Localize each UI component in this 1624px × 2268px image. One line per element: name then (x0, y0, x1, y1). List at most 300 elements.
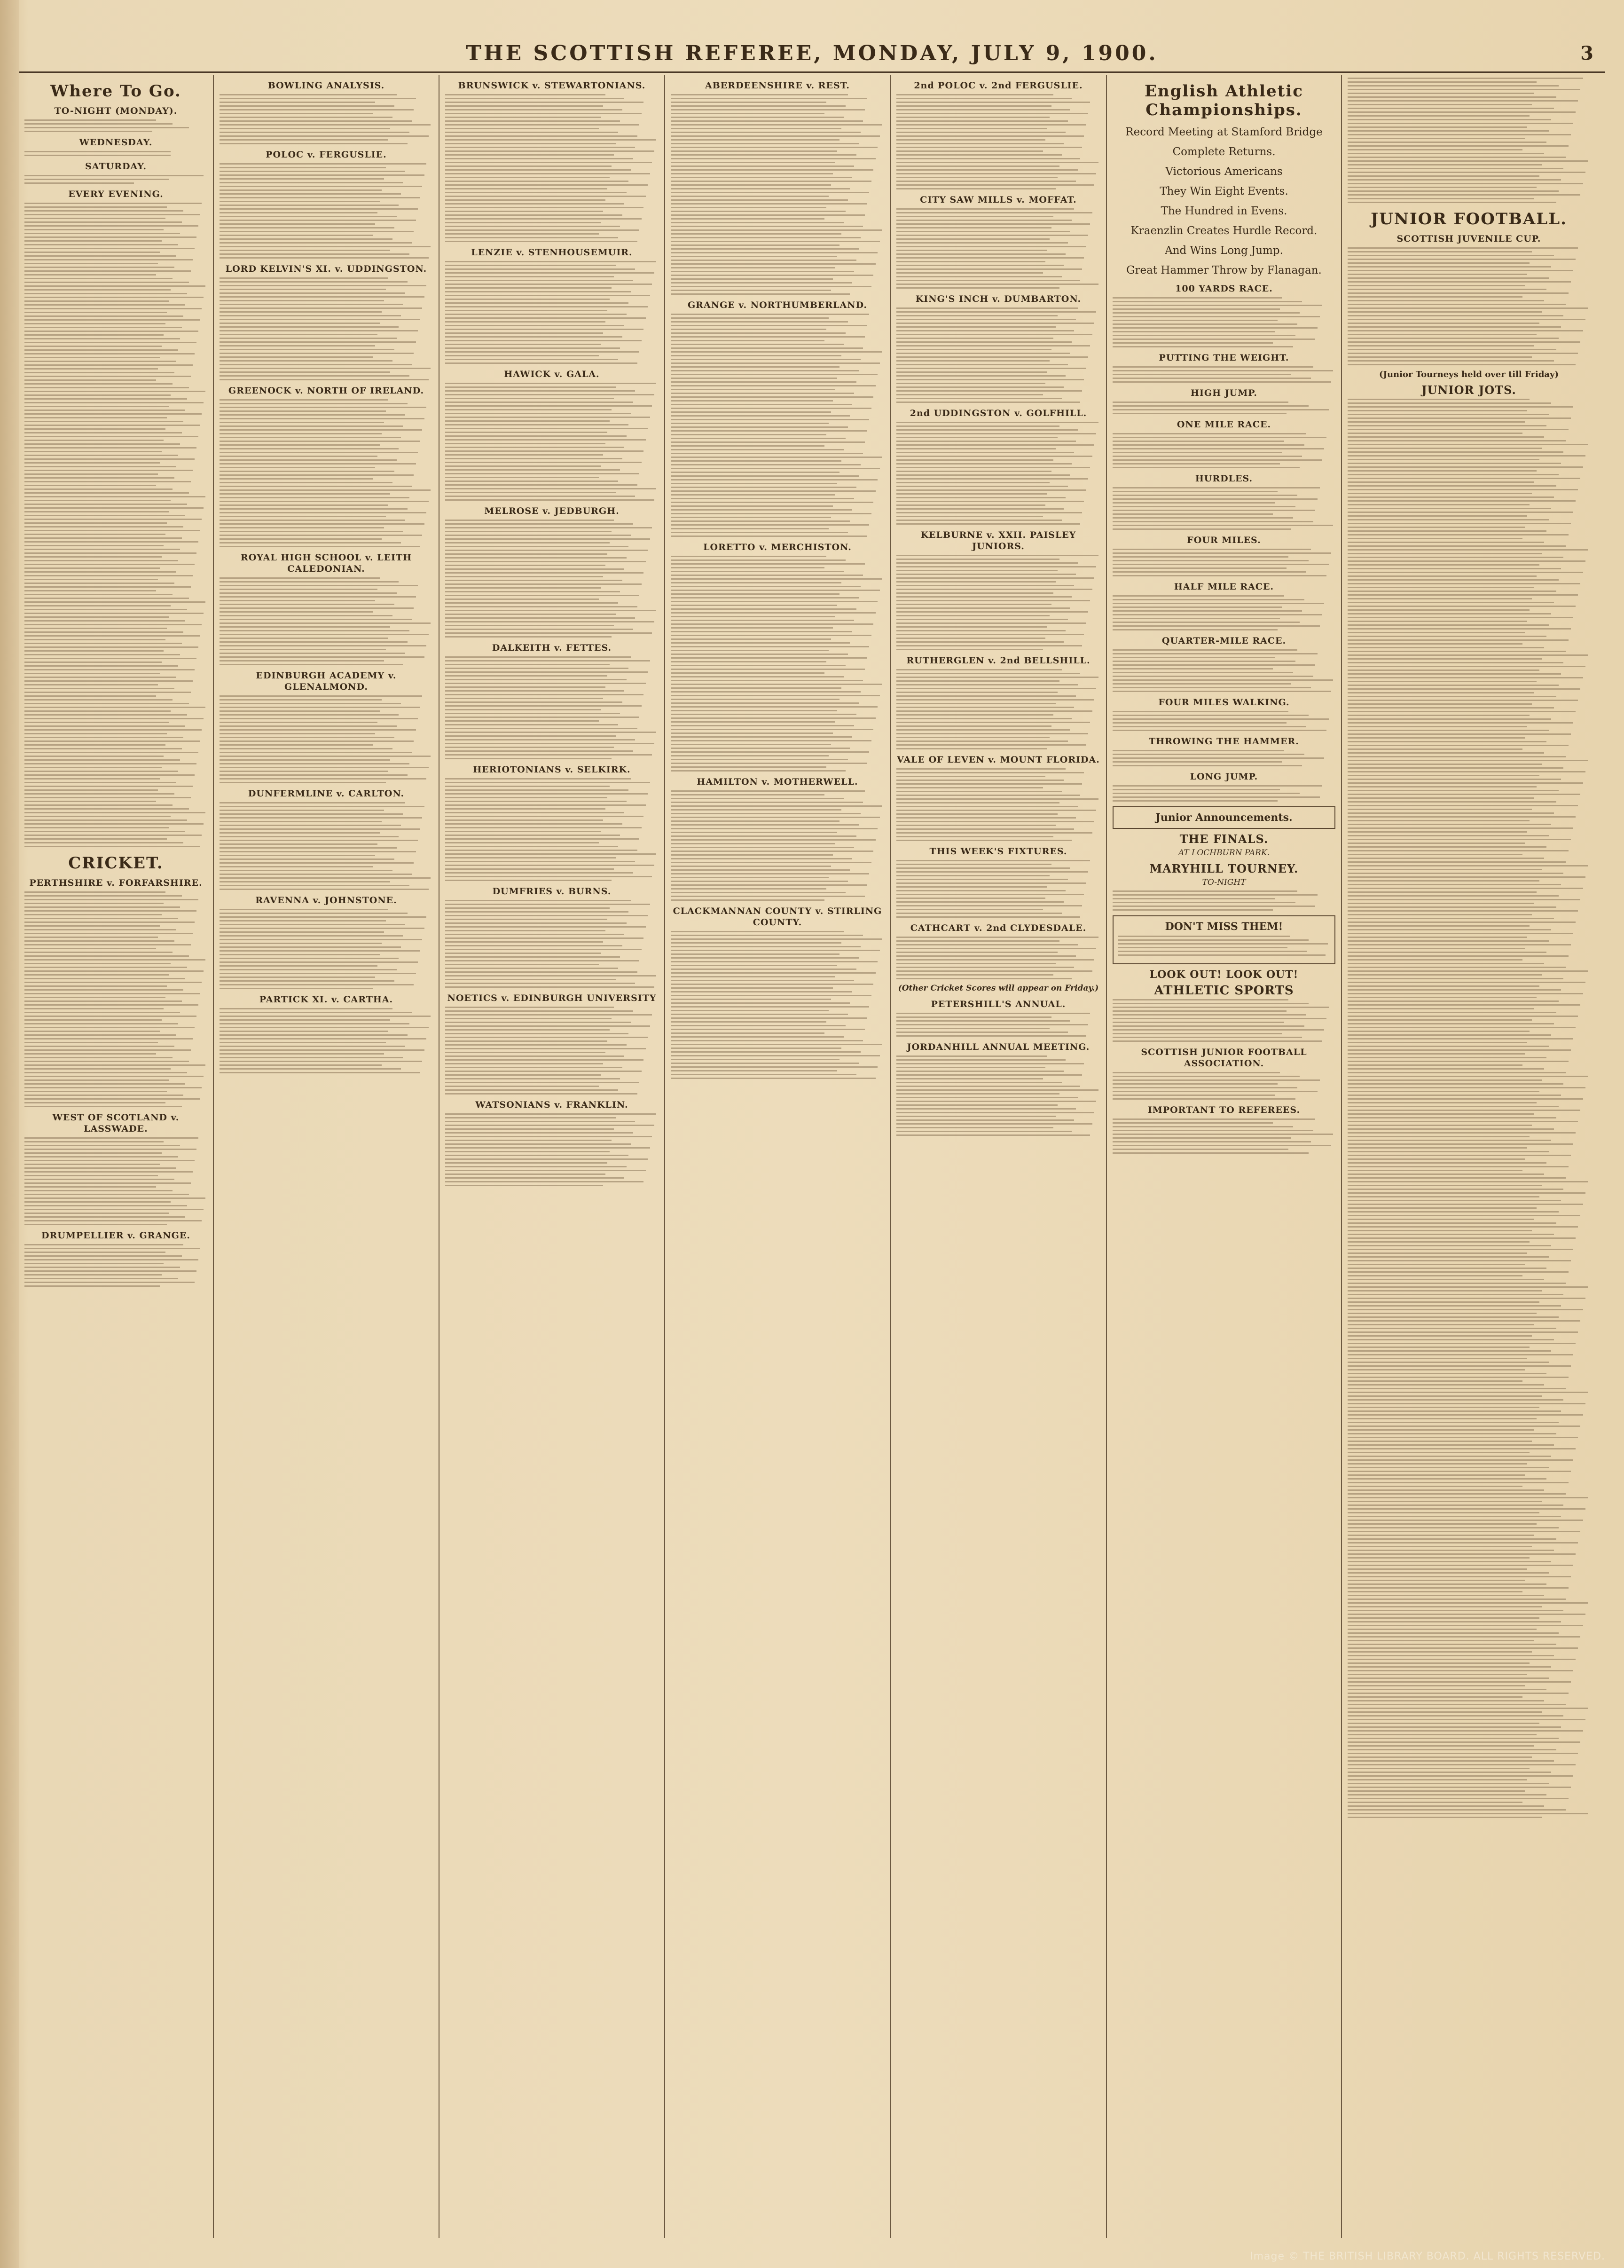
text-line (220, 909, 388, 910)
text-line (896, 710, 1092, 712)
text-line (1348, 93, 1534, 94)
text-line (24, 1019, 162, 1021)
text-line (671, 755, 829, 756)
text-line (1113, 765, 1302, 766)
text-line (445, 735, 616, 737)
text-line (1348, 508, 1551, 509)
text-line (896, 821, 1094, 822)
text-line (896, 323, 1094, 324)
text-line (24, 910, 196, 912)
text-line (445, 743, 654, 744)
text-line (1348, 925, 1530, 927)
text-line (220, 300, 384, 301)
text-line (1348, 1696, 1522, 1698)
text-line (896, 375, 1066, 377)
report-text (1348, 247, 1590, 365)
text-line (1348, 545, 1566, 547)
text-line (445, 492, 616, 493)
headline: Kraenzlin Creates Hurdle Record. (1130, 225, 1318, 237)
text-line (220, 323, 380, 324)
text-line (1113, 1040, 1322, 1042)
text-line (896, 638, 1045, 639)
text-line (1113, 1098, 1295, 1100)
text-line (1348, 1200, 1561, 1201)
text-line (1348, 1614, 1585, 1615)
text-line (445, 347, 620, 349)
text-line (1113, 661, 1295, 662)
text-line (24, 402, 204, 403)
text-line (24, 233, 180, 234)
text-line (1348, 677, 1583, 678)
text-line (220, 139, 388, 141)
text-line (896, 1097, 1078, 1098)
text-line (1113, 305, 1322, 306)
text-line (445, 280, 633, 281)
text-line (445, 98, 624, 99)
text-line (445, 900, 631, 901)
text-line (896, 516, 1043, 517)
text-line (220, 463, 416, 465)
text-line (671, 961, 878, 962)
text-line (24, 155, 171, 156)
cricket-heading: CRICKET. (68, 854, 164, 873)
text-line (1113, 906, 1315, 907)
text-line (1348, 591, 1556, 592)
text-line (24, 906, 180, 908)
text-line (896, 1035, 1086, 1037)
text-block (24, 151, 207, 156)
text-line (896, 825, 1056, 826)
text-line (24, 789, 158, 791)
text-line (1348, 266, 1551, 268)
text-line (445, 1181, 643, 1182)
text-line (445, 1040, 607, 1042)
text-line (1113, 1022, 1284, 1023)
text-line (24, 722, 169, 723)
text-line (220, 699, 382, 701)
text-line (671, 597, 859, 598)
text-line (220, 695, 422, 697)
text-line (24, 312, 167, 313)
text-line (671, 691, 861, 693)
text-line (445, 853, 656, 855)
text-line (24, 285, 205, 287)
text-line (671, 601, 878, 602)
text-line (220, 980, 394, 982)
text-line (671, 828, 878, 829)
text-line (445, 135, 637, 137)
text-line (1348, 1587, 1569, 1589)
text-line (1113, 402, 1288, 403)
text-line (220, 950, 420, 952)
text-line (1348, 360, 1554, 362)
text-line (24, 1224, 167, 1225)
text-line (896, 1093, 1059, 1095)
text-line (24, 522, 167, 524)
text-line (1348, 805, 1578, 806)
results-text (1113, 549, 1335, 576)
text-line (1348, 145, 1569, 147)
text-line (220, 920, 386, 921)
text-line (896, 223, 1090, 225)
text-line (24, 293, 187, 294)
text-line (24, 496, 205, 497)
text-line (1348, 1508, 1585, 1510)
text-line (220, 474, 414, 476)
text-line (671, 593, 839, 595)
text-line (1348, 1768, 1530, 1769)
text-line (220, 538, 382, 540)
text-line (1113, 1126, 1293, 1127)
text-line (445, 310, 607, 311)
text-line (445, 1063, 603, 1064)
text-line (24, 1064, 205, 1066)
text-line (445, 561, 646, 562)
text-line (1113, 1130, 1313, 1131)
text-line (24, 1244, 183, 1245)
text-line (24, 270, 191, 272)
text-line (1113, 687, 1311, 688)
text-line (445, 336, 622, 338)
text-line (445, 668, 628, 669)
score-table (445, 94, 659, 242)
text-line (896, 864, 1051, 865)
text-line (1348, 433, 1522, 434)
text-line (24, 835, 202, 836)
text-line (896, 952, 1058, 953)
text-line (445, 1071, 642, 1072)
text-line (671, 1010, 829, 1011)
text-line (220, 988, 373, 989)
text-line (1348, 752, 1544, 754)
notice-heading: IMPORTANT TO REFEREES. (1147, 1105, 1301, 1115)
headline: Record Meeting at Stamford Bridge (1125, 126, 1323, 138)
masthead-rule (19, 71, 1605, 73)
text-line (1348, 658, 1542, 660)
text-line (896, 1108, 1076, 1110)
text-line (671, 505, 833, 507)
text-line (24, 338, 180, 339)
text-line (1113, 1134, 1333, 1135)
text-line (896, 402, 1080, 403)
text-line (445, 158, 633, 159)
text-line (24, 470, 193, 471)
text-line (1348, 194, 1580, 196)
text-line (24, 1252, 165, 1253)
text-line (1348, 356, 1532, 358)
text-line (24, 394, 171, 396)
text-line (671, 612, 876, 614)
text-line (24, 624, 202, 625)
text-line (1348, 1606, 1542, 1607)
text-line (445, 1086, 599, 1087)
text-line (896, 261, 1045, 262)
text-line (445, 956, 620, 958)
text-line (220, 242, 412, 244)
junior-football-heading: JUNIOR FOOTBALL. (1371, 210, 1567, 228)
text-line (24, 921, 195, 923)
text-line (671, 278, 833, 280)
text-line (220, 167, 386, 168)
text-line (1348, 1474, 1525, 1476)
text-line (1113, 1003, 1309, 1004)
text-line (671, 434, 826, 435)
text-line (1348, 564, 1539, 566)
text-line (1113, 902, 1295, 903)
text-line (445, 1155, 628, 1156)
score-table (445, 900, 659, 988)
text-line (24, 673, 160, 674)
text-block (24, 1137, 207, 1225)
score-table (445, 1113, 659, 1186)
text-line (24, 650, 164, 652)
text-line (24, 598, 189, 599)
text-line (1348, 944, 1571, 945)
text-line (24, 669, 195, 670)
text-line (671, 669, 865, 670)
text-line (1113, 433, 1306, 434)
text-line (1348, 1324, 1534, 1325)
text-line (1113, 1149, 1288, 1150)
text-line (220, 102, 375, 103)
text-line (896, 783, 1082, 785)
text-line (1348, 1553, 1576, 1555)
text-line (24, 748, 182, 749)
text-line (1348, 1531, 1580, 1532)
text-line (671, 1006, 869, 1008)
text-line (1348, 281, 1571, 283)
text-line (1348, 1813, 1588, 1814)
text-line (445, 496, 635, 497)
text-line (1348, 1087, 1585, 1088)
text-line (671, 1036, 844, 1038)
text-line (445, 926, 646, 928)
text-line (445, 576, 603, 577)
text-line (445, 147, 635, 148)
text-line (24, 937, 158, 938)
text-line (1348, 1471, 1571, 1472)
score-table (671, 556, 884, 772)
text-line (1348, 895, 1559, 897)
text-line (1348, 1610, 1563, 1611)
text-line (445, 1158, 648, 1160)
text-line (1348, 1504, 1563, 1506)
text-line (896, 562, 1078, 564)
text-line (24, 583, 174, 584)
text-line (896, 1032, 1068, 1033)
text-line (896, 284, 1098, 285)
text-line (896, 109, 1070, 110)
text-line (896, 124, 1086, 126)
text-line (1348, 557, 1563, 558)
column-text (1348, 399, 1590, 1818)
text-line (445, 945, 622, 946)
text-line (445, 386, 616, 388)
text-line (220, 523, 424, 525)
text-line (1348, 880, 1539, 882)
text-line (1113, 517, 1293, 519)
text-line (445, 226, 620, 227)
text-line (671, 976, 835, 977)
text-line (220, 508, 408, 510)
text-line (896, 102, 1090, 103)
text-line (1348, 1723, 1539, 1724)
text-line (896, 607, 1070, 609)
text-line (1113, 378, 1311, 379)
text-line (1348, 289, 1546, 290)
text-line (445, 964, 599, 965)
text-line (24, 993, 200, 994)
score-table (220, 802, 433, 890)
text-line (671, 608, 856, 610)
text-line (1348, 326, 1561, 328)
text-line (1113, 730, 1326, 731)
text-line (896, 154, 1062, 156)
text-line (220, 235, 373, 236)
text-line (24, 955, 189, 957)
text-line (24, 601, 205, 603)
text-line (1348, 745, 1569, 746)
text-line (671, 260, 856, 261)
tourney-heading: MARYHILL TOURNEY. (1149, 862, 1299, 875)
text-line (1348, 168, 1563, 169)
text-line (1348, 417, 1571, 419)
text-line (445, 499, 654, 501)
text-line (445, 835, 620, 836)
text-line (220, 589, 377, 590)
text-line (671, 150, 837, 152)
text-line (896, 113, 1088, 114)
text-line (671, 1025, 846, 1026)
text-line (445, 417, 650, 418)
text-line (1118, 947, 1287, 948)
text-line (445, 960, 639, 961)
text-line (1348, 1151, 1549, 1152)
text-line (1348, 873, 1563, 874)
text-line (1113, 796, 1320, 798)
text-line (1348, 1662, 1530, 1664)
text-line (671, 117, 844, 118)
text-line (445, 276, 614, 277)
text-line (445, 580, 622, 581)
match-heading: GREENOCK v. NORTH OF IRELAND. (228, 386, 424, 396)
text-line (220, 109, 414, 110)
text-line (1348, 179, 1561, 181)
text-line (1348, 959, 1522, 961)
text-line (1348, 399, 1530, 400)
text-line (896, 1078, 1043, 1079)
text-line (1348, 1316, 1559, 1318)
text-line (1348, 1283, 1566, 1284)
text-line (1348, 1418, 1537, 1419)
text-line (445, 754, 652, 756)
text-line (24, 654, 180, 655)
text-line (1348, 1222, 1556, 1224)
text-line (1348, 779, 1561, 780)
score-table (220, 277, 433, 380)
text-line (896, 139, 1045, 141)
text-line (24, 1087, 202, 1088)
text-line (24, 816, 171, 817)
text-line (896, 250, 1047, 251)
text-line (1348, 153, 1544, 154)
text-line (24, 662, 162, 663)
text-line (1113, 683, 1291, 685)
text-line (445, 968, 618, 969)
text-line (1348, 1798, 1569, 1799)
text-line (445, 268, 635, 270)
text-line (24, 504, 187, 505)
score-table (220, 94, 433, 144)
text-line (1348, 1659, 1576, 1660)
text-line (220, 638, 388, 639)
text-line (1348, 1140, 1551, 1141)
text-line (1348, 914, 1532, 915)
text-line (220, 253, 409, 255)
text-line (445, 241, 637, 242)
text-line (220, 722, 377, 723)
text-line (445, 237, 618, 238)
text-line (1348, 345, 1534, 346)
text-line (220, 489, 431, 491)
text-line (220, 916, 426, 918)
text-line (1348, 1617, 1539, 1619)
text-line (24, 425, 200, 426)
text-line (24, 552, 196, 554)
text-line (1113, 452, 1282, 453)
text-line (1348, 715, 1530, 716)
text-line (1348, 1358, 1527, 1359)
text-line (1348, 1173, 1544, 1175)
text-line (1113, 556, 1288, 558)
text-line (1113, 614, 1322, 615)
text-line (24, 759, 180, 761)
text-line (220, 467, 375, 468)
text-line (24, 244, 178, 245)
text-line (1348, 1268, 1546, 1269)
text-line (1348, 429, 1569, 430)
text-line (1348, 1034, 1551, 1036)
text-line (24, 985, 167, 987)
text-line (24, 933, 193, 934)
text-line (445, 857, 616, 858)
text-line (1348, 1166, 1569, 1167)
text-line (1348, 876, 1585, 878)
text-line (445, 636, 612, 638)
text-line (1348, 478, 1580, 479)
text-line (1113, 437, 1326, 438)
text-line (24, 353, 195, 354)
text-line (445, 390, 635, 392)
text-line (1348, 809, 1532, 810)
text-line (24, 786, 193, 787)
text-line (24, 782, 176, 783)
text-line (1348, 1354, 1573, 1355)
text-line (1348, 78, 1583, 79)
text-line (671, 169, 873, 171)
text-line (1113, 789, 1280, 790)
text-line (24, 756, 164, 757)
text-line (220, 778, 426, 780)
text-line (1348, 884, 1561, 885)
text-line (896, 832, 1092, 834)
text-line (445, 188, 607, 189)
text-line (1348, 1568, 1527, 1570)
text-line (1348, 1068, 1544, 1070)
text-line (445, 831, 601, 832)
text-line (24, 391, 205, 392)
text-line (445, 203, 624, 205)
